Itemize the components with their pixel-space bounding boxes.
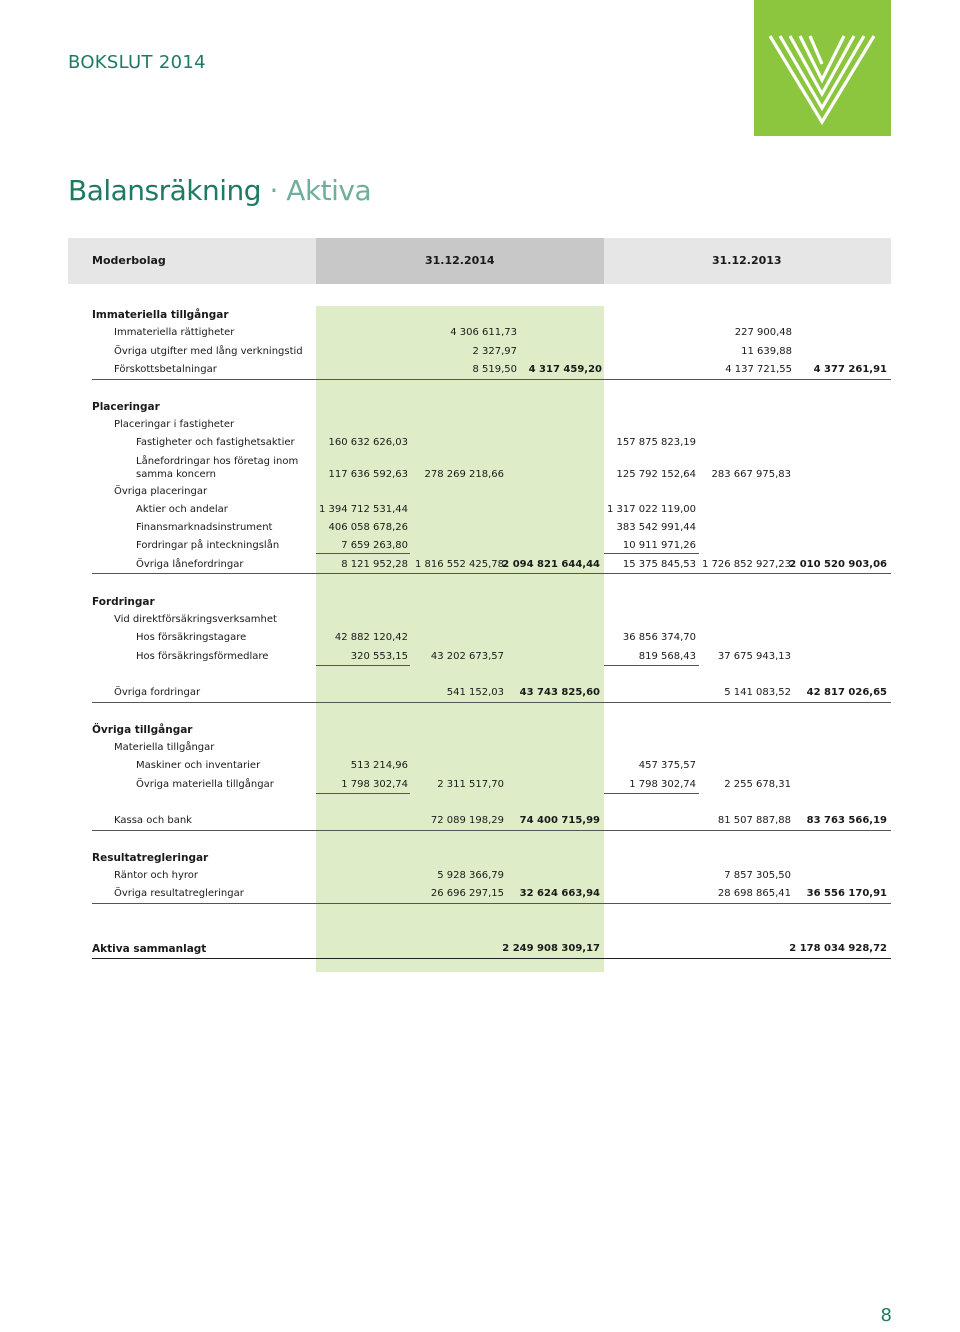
page-title-main: Balansräkning <box>68 174 262 207</box>
sum-line <box>316 665 410 666</box>
cell-value: 1 394 712 531,44 <box>318 504 408 515</box>
cell-value: 72 089 198,29 <box>430 815 504 826</box>
sum-line <box>316 553 410 554</box>
cell-value: 37 675 943,13 <box>717 651 791 662</box>
cell-subtotal: 2 094 821 644,44 <box>502 559 600 570</box>
cell-value: 4 137 721,55 <box>725 364 792 375</box>
cell-value: 8 519,50 <box>472 364 517 375</box>
row-label: Övriga utgifter med lång verkningstid <box>114 346 303 357</box>
logo-chevron-icon <box>754 0 891 136</box>
subsection-label: Placeringar i fastigheter <box>114 419 235 430</box>
company-logo <box>754 0 891 136</box>
row-label: Finansmarknadsinstrument <box>136 522 273 533</box>
sum-line <box>604 793 699 794</box>
row-label: samma koncern <box>136 469 216 480</box>
sum-line <box>604 665 699 666</box>
cell-subtotal: 36 556 170,91 <box>806 888 887 899</box>
subsection-label: Materiella tillgångar <box>114 742 215 753</box>
cell-value: 11 639,88 <box>741 346 792 357</box>
sum-line <box>316 793 410 794</box>
cell-value: 125 792 152,64 <box>616 469 696 480</box>
cell-value: 160 632 626,03 <box>328 437 408 448</box>
cell-value: 1 816 552 425,78 <box>414 559 504 570</box>
cell-value: 406 058 678,26 <box>328 522 408 533</box>
row-label: Fordringar på inteckningslån <box>136 540 280 551</box>
section-divider <box>92 379 891 380</box>
cell-value: 81 507 887,88 <box>717 815 791 826</box>
cell-value: 819 568,43 <box>638 651 696 662</box>
cell-value: 8 121 952,28 <box>341 559 408 570</box>
row-label: Aktier och andelar <box>136 504 228 515</box>
row-label: Övriga resultatregleringar <box>114 888 244 899</box>
cell-subtotal: 42 817 026,65 <box>806 687 887 698</box>
total-underline <box>92 958 891 959</box>
total-2014: 2 249 908 309,17 <box>502 943 600 954</box>
cell-value: 2 327,97 <box>472 346 517 357</box>
cell-value: 43 202 673,57 <box>430 651 504 662</box>
row-label: Övriga fordringar <box>114 687 201 698</box>
table-header-2014: 31.12.2014 <box>425 254 495 267</box>
cell-value: 457 375,57 <box>638 760 696 771</box>
cell-value: 2 311 517,70 <box>437 779 504 790</box>
cell-value: 7 659 263,80 <box>341 540 408 551</box>
section-heading-placeringar: Placeringar <box>92 401 160 413</box>
cell-value: 157 875 823,19 <box>616 437 696 448</box>
row-label: Kassa och bank <box>114 815 192 826</box>
total-2013: 2 178 034 928,72 <box>789 943 887 954</box>
page-title <box>68 174 371 207</box>
cell-value: 513 214,96 <box>350 760 408 771</box>
cell-value: 278 269 218,66 <box>424 469 504 480</box>
cell-value: 5 141 083,52 <box>724 687 791 698</box>
row-label: Immateriella rättigheter <box>114 327 235 338</box>
cell-value: 541 152,03 <box>446 687 504 698</box>
cell-value: 28 698 865,41 <box>717 888 791 899</box>
cell-value: 7 857 305,50 <box>724 870 791 881</box>
cell-subtotal: 83 763 566,19 <box>806 815 887 826</box>
total-label: Aktiva sammanlagt <box>92 943 207 955</box>
cell-value: 383 542 991,44 <box>616 522 696 533</box>
cell-subtotal: 4 317 459,20 <box>528 364 602 375</box>
sum-line <box>604 553 699 554</box>
row-label: Lånefordringar hos företag inom <box>136 456 299 467</box>
cell-value: 227 900,48 <box>734 327 792 338</box>
section-divider <box>92 702 891 703</box>
cell-value: 1 726 852 927,23 <box>701 559 791 570</box>
section-divider <box>92 903 891 904</box>
cell-value: 4 306 611,73 <box>450 327 517 338</box>
subsection-label: Vid direktförsäkringsverksamhet <box>114 614 277 625</box>
cell-value: 5 928 366,79 <box>437 870 504 881</box>
cell-value: 283 667 975,83 <box>711 469 791 480</box>
table-header-2013: 31.12.2013 <box>712 254 782 267</box>
page-title-separator: · <box>269 174 278 207</box>
row-label: Hos försäkringstagare <box>136 632 247 643</box>
subsection-label: Övriga placeringar <box>114 486 208 497</box>
row-label: Övriga materiella tillgångar <box>136 779 274 790</box>
row-label: Maskiner och inventarier <box>136 760 261 771</box>
table-header-label: Moderbolag <box>92 254 166 267</box>
cell-value: 2 255 678,31 <box>724 779 791 790</box>
cell-value: 36 856 374,70 <box>622 632 696 643</box>
cell-value: 15 375 845,53 <box>622 559 696 570</box>
cell-value: 117 636 592,63 <box>328 469 408 480</box>
cell-subtotal: 4 377 261,91 <box>813 364 887 375</box>
cell-value: 1 798 302,74 <box>341 779 408 790</box>
page-title-sub: Aktiva <box>286 174 372 207</box>
section-heading-resultatregleringar: Resultatregleringar <box>92 852 209 864</box>
cell-value: 26 696 297,15 <box>430 888 504 899</box>
cell-subtotal: 32 624 663,94 <box>519 888 600 899</box>
section-divider <box>92 573 891 574</box>
row-label: Hos försäkringsförmedlare <box>136 651 269 662</box>
cell-value: 1 798 302,74 <box>629 779 696 790</box>
row-label: Övriga lånefordringar <box>136 559 244 570</box>
section-heading-ovriga-tillgangar: Övriga tillgångar <box>92 724 193 736</box>
document-header-title: BOKSLUT 2014 <box>68 52 206 73</box>
section-heading-fordringar: Fordringar <box>92 596 155 608</box>
cell-subtotal: 74 400 715,99 <box>519 815 600 826</box>
cell-value: 320 553,15 <box>350 651 408 662</box>
row-label: Fastigheter och fastighetsaktier <box>136 437 295 448</box>
row-label: Räntor och hyror <box>114 870 199 881</box>
cell-value: 10 911 971,26 <box>622 540 696 551</box>
cell-value: 1 317 022 119,00 <box>606 504 696 515</box>
page-number: 8 <box>880 1305 892 1326</box>
cell-subtotal: 2 010 520 903,06 <box>789 559 887 570</box>
cell-subtotal: 43 743 825,60 <box>519 687 600 698</box>
row-label: Förskottsbetalningar <box>114 364 217 375</box>
cell-value: 42 882 120,42 <box>334 632 408 643</box>
section-divider <box>92 830 891 831</box>
section-heading-immateriella: Immateriella tillgångar <box>92 309 229 321</box>
